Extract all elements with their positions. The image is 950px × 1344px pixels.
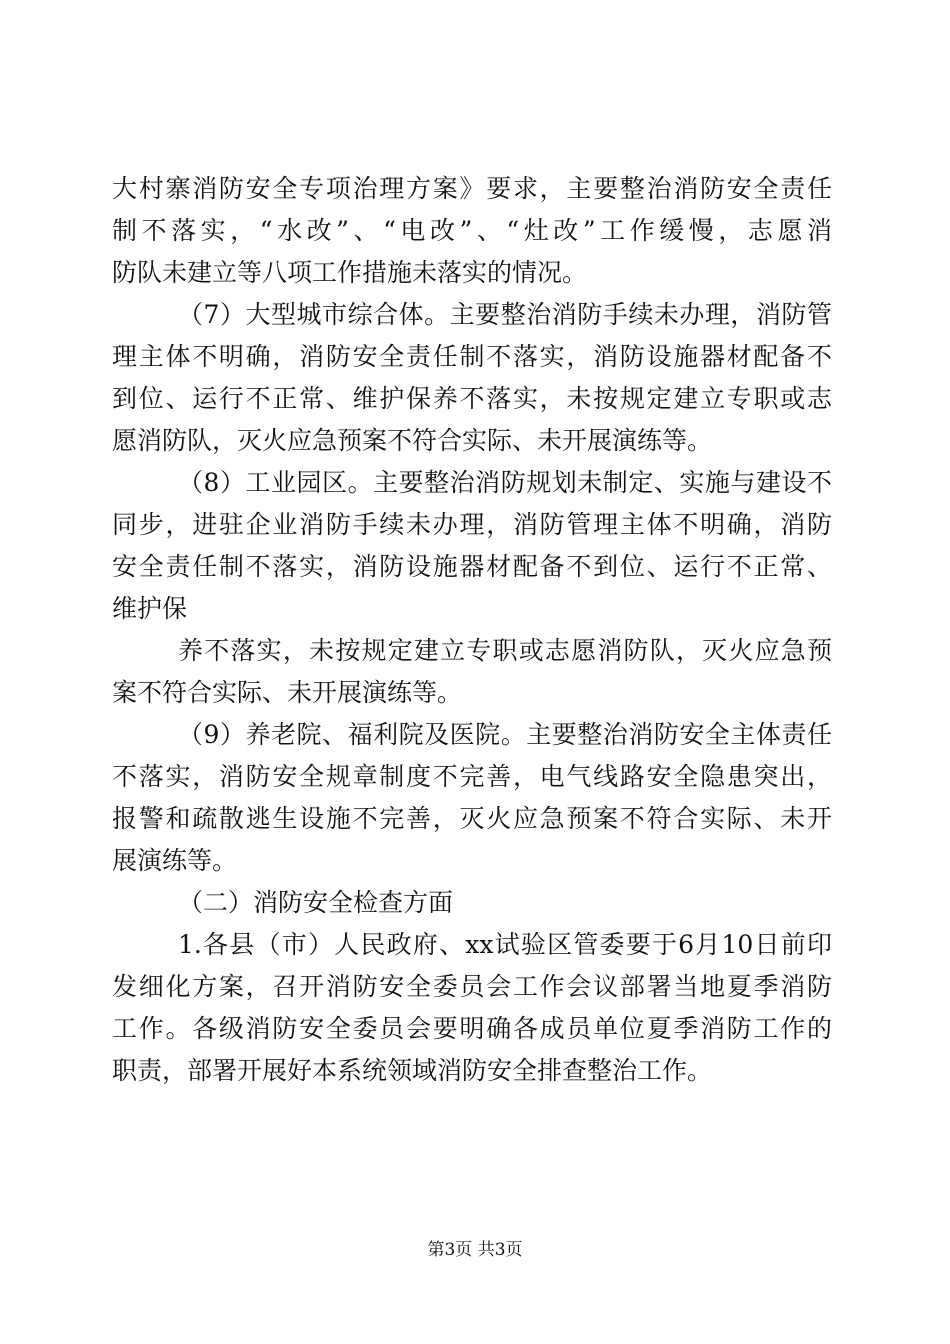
text-line: 工作。各级消防安全委员会要明确各成员单位夏季消防工作的: [112, 1014, 832, 1043]
text-line: 理主体不明确，消防安全责任制不落实，消防设施器材配备不: [112, 342, 832, 371]
text-line: 发细化方案，召开消防安全委员会工作会议部署当地夏季消防: [112, 972, 832, 1001]
text-line: 职责，部署开展好本系统领域消防安全排查整治工作。: [112, 1056, 713, 1085]
text-line: 防队未建立等八项工作措施未落实的情况。: [112, 258, 588, 287]
text-line: 案不符合实际、未开展演练等。: [112, 678, 463, 707]
page-footer: 第3页 共3页: [427, 1240, 523, 1260]
text-line: 不落实，消防安全规章制度不完善，电气线路安全隐患突出，: [112, 762, 832, 791]
text-line: （9）养老院、福利院及医院。主要整治消防安全主体责任: [178, 720, 832, 749]
text-line: 同步，进驻企业消防手续未办理，消防管理主体不明确，消防: [112, 510, 832, 539]
text-line: 养不落实，未按规定建立专职或志愿消防队，灭火应急预: [178, 636, 832, 665]
text-line: （二）消防安全检查方面: [178, 888, 454, 917]
text-line: 维护保: [112, 594, 188, 623]
text-line: 到位、运行不正常、维护保养不落实，未按规定建立专职或志: [112, 384, 832, 413]
text-line: 报警和疏散逃生设施不完善，灭火应急预案不符合实际、未开: [112, 804, 832, 833]
text-line: 大村寨消防安全专项治理方案》要求，主要整治消防安全责任: [112, 174, 832, 203]
text-line: 愿消防队，灭火应急预案不符合实际、未开展演练等。: [112, 426, 713, 455]
text-line: 1.各县（市）人民政府、xx试验区管委要于6月10日前印: [178, 930, 832, 959]
text-line: （8）工业园区。主要整治消防规划未制定、实施与建设不: [178, 468, 832, 497]
text-line: 安全责任制不落实，消防设施器材配备不到位、运行不正常、: [112, 552, 832, 581]
text-line: 展演练等。: [112, 846, 238, 875]
body-text: [112, 168, 832, 1092]
text-line: 制不落实，“水改”、“电改”、“灶改”工作缓慢，志愿消: [112, 216, 832, 245]
text-line: （7）大型城市综合体。主要整治消防手续未办理，消防管: [178, 300, 832, 329]
